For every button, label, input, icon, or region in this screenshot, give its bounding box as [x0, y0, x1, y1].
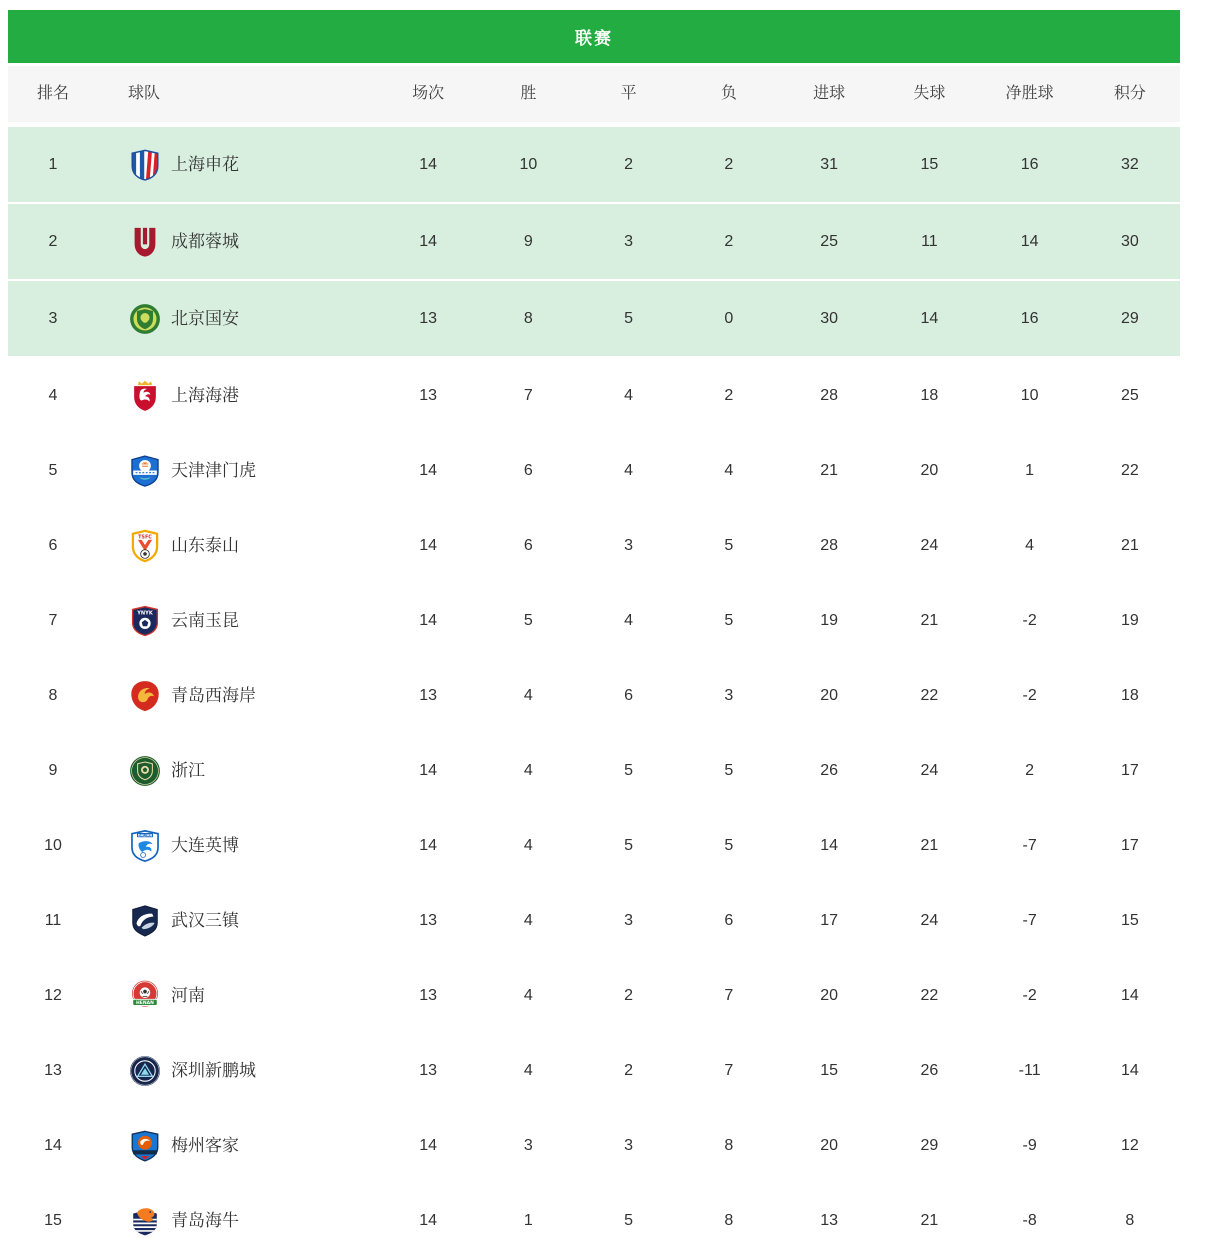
points-cell: 14 — [1120, 1061, 1139, 1079]
played-cell: 14 — [419, 232, 438, 250]
team-crest-shenhua-icon — [128, 148, 162, 182]
losses-cell: 8 — [724, 1136, 734, 1154]
col-header-goals-for: 进球 — [813, 85, 846, 102]
played-cell: 14 — [419, 1136, 438, 1154]
draws-cell: 3 — [624, 1136, 634, 1154]
team-crest-haigang-icon — [128, 379, 162, 413]
points-cell: 22 — [1120, 461, 1139, 479]
rank-cell: 1 — [48, 155, 58, 173]
team-name: 大连英博 — [171, 836, 239, 855]
draws-cell: 6 — [624, 686, 634, 704]
team-name: 上海申花 — [171, 155, 239, 174]
draws-cell: 4 — [624, 611, 634, 629]
wins-cell: 1 — [523, 1211, 533, 1229]
goals-for-cell: 19 — [820, 611, 839, 629]
svg-text:YNYK: YNYK — [137, 609, 153, 616]
team-crest-yukun-icon — [128, 604, 162, 638]
points-cell: 18 — [1120, 686, 1139, 704]
played-cell: 14 — [419, 761, 438, 779]
goals-against-cell: 24 — [920, 536, 939, 554]
played-cell: 14 — [419, 836, 438, 854]
team-cell — [98, 1054, 378, 1088]
rank-cell: 2 — [48, 232, 58, 250]
goals-against-cell: 22 — [920, 686, 939, 704]
table-row[interactable] — [8, 281, 1180, 358]
played-cell: 13 — [419, 986, 438, 1004]
goals-for-cell: 20 — [820, 1136, 839, 1154]
wins-cell: 4 — [523, 686, 533, 704]
team-cell — [98, 829, 378, 863]
team-crest-jinmenhu-icon — [128, 454, 162, 488]
goal-diff-cell: -7 — [1022, 911, 1037, 929]
goals-for-cell: 17 — [820, 911, 839, 929]
goal-diff-cell: -8 — [1022, 1211, 1037, 1229]
table-row[interactable] — [8, 583, 1180, 658]
table-header-row — [8, 66, 1180, 122]
league-standings-page — [8, 10, 1180, 1239]
played-cell: 14 — [419, 536, 438, 554]
draws-cell: 3 — [624, 232, 634, 250]
team-cell — [98, 1204, 378, 1238]
points-cell: 12 — [1120, 1136, 1139, 1154]
points-cell: 19 — [1120, 611, 1139, 629]
losses-cell: 2 — [724, 155, 734, 173]
goals-for-cell: 15 — [820, 1061, 839, 1079]
rank-cell: 4 — [48, 386, 58, 404]
draws-cell: 2 — [624, 155, 634, 173]
team-crest-zhejiang-icon — [128, 754, 162, 788]
team-cell — [98, 454, 378, 488]
played-cell: 13 — [419, 1061, 438, 1079]
team-cell — [98, 754, 378, 788]
draws-cell: 2 — [624, 986, 634, 1004]
draws-cell: 5 — [624, 309, 634, 327]
goal-diff-cell: 1 — [1025, 461, 1035, 479]
col-header-team: 球队 — [128, 85, 161, 102]
team-name: 青岛海牛 — [171, 1211, 239, 1230]
team-cell — [98, 148, 378, 182]
losses-cell: 6 — [724, 911, 734, 929]
team-cell — [98, 904, 378, 938]
team-crest-sanzhen-icon — [128, 904, 162, 938]
losses-cell: 7 — [724, 986, 734, 1004]
losses-cell: 3 — [724, 686, 734, 704]
played-cell: 14 — [419, 461, 438, 479]
standings-table — [8, 66, 1180, 1239]
table-row[interactable] — [8, 808, 1180, 883]
team-cell — [98, 604, 378, 638]
goals-for-cell: 28 — [820, 386, 839, 404]
rank-cell: 8 — [48, 686, 58, 704]
table-row[interactable] — [8, 1183, 1180, 1239]
wins-cell: 8 — [523, 309, 533, 327]
points-cell: 25 — [1120, 386, 1139, 404]
team-crest-meizhou-icon — [128, 1129, 162, 1163]
team-name: 梅州客家 — [171, 1136, 239, 1155]
goals-against-cell: 20 — [920, 461, 939, 479]
played-cell: 13 — [419, 309, 438, 327]
goals-for-cell: 13 — [820, 1211, 839, 1229]
team-name: 深圳新鹏城 — [171, 1061, 256, 1080]
draws-cell: 5 — [624, 1211, 634, 1229]
losses-cell: 2 — [724, 232, 734, 250]
wins-cell: 6 — [523, 461, 533, 479]
goals-against-cell: 11 — [921, 232, 938, 250]
draws-cell: 5 — [624, 761, 634, 779]
team-name: 成都蓉城 — [171, 232, 239, 251]
team-name: 青岛西海岸 — [171, 686, 256, 705]
played-cell: 14 — [419, 155, 438, 173]
rank-cell: 14 — [44, 1136, 62, 1154]
col-header-played: 场次 — [412, 85, 445, 102]
league-title-bar — [8, 10, 1180, 63]
draws-cell: 2 — [624, 1061, 634, 1079]
draws-cell: 4 — [624, 461, 634, 479]
wins-cell: 4 — [523, 1061, 533, 1079]
goals-against-cell: 21 — [920, 1211, 939, 1229]
wins-cell: 10 — [519, 155, 538, 173]
team-crest-xinpengcheng-icon — [128, 1054, 162, 1088]
goals-against-cell: 21 — [920, 836, 939, 854]
goals-for-cell: 14 — [820, 836, 839, 854]
col-header-rank: 排名 — [36, 85, 69, 102]
col-header-goal-diff: 净胜球 — [1005, 85, 1054, 102]
team-name: 上海海港 — [171, 386, 239, 405]
team-name: 山东泰山 — [171, 536, 239, 555]
goal-diff-cell: -2 — [1022, 611, 1037, 629]
goal-diff-cell: -9 — [1022, 1136, 1037, 1154]
team-cell — [98, 979, 378, 1013]
goal-diff-cell: 14 — [1020, 232, 1039, 250]
goals-for-cell: 21 — [820, 461, 839, 479]
losses-cell: 5 — [724, 761, 734, 779]
col-header-goals-against: 失球 — [913, 85, 946, 102]
goal-diff-cell: -7 — [1022, 836, 1037, 854]
team-cell — [98, 679, 378, 713]
points-cell: 15 — [1120, 911, 1139, 929]
rank-cell: 9 — [48, 761, 58, 779]
losses-cell: 7 — [724, 1061, 734, 1079]
table-row[interactable] — [8, 127, 1180, 204]
table-row[interactable] — [8, 433, 1180, 508]
points-cell: 17 — [1120, 836, 1139, 854]
table-body — [8, 127, 1180, 1239]
table-row[interactable] — [8, 508, 1180, 583]
goals-for-cell: 20 — [820, 686, 839, 704]
played-cell: 13 — [419, 686, 438, 704]
points-cell: 30 — [1120, 232, 1139, 250]
goal-diff-cell: 2 — [1025, 761, 1035, 779]
wins-cell: 5 — [523, 611, 533, 629]
team-name: 天津津门虎 — [171, 461, 256, 480]
team-crest-hainiu-icon — [128, 1204, 162, 1238]
wins-cell: 7 — [523, 386, 533, 404]
table-row[interactable] — [8, 1033, 1180, 1108]
team-cell — [98, 1129, 378, 1163]
draws-cell: 4 — [624, 386, 634, 404]
goals-for-cell: 30 — [820, 309, 839, 327]
col-header-draws: 平 — [620, 85, 637, 102]
wins-cell: 9 — [523, 232, 533, 250]
played-cell: 14 — [419, 611, 438, 629]
team-cell — [98, 379, 378, 413]
wins-cell: 4 — [523, 911, 533, 929]
wins-cell: 4 — [523, 836, 533, 854]
rank-cell: 5 — [48, 461, 58, 479]
team-cell — [98, 225, 378, 259]
rank-cell: 11 — [44, 911, 62, 929]
wins-cell: 6 — [523, 536, 533, 554]
table-row[interactable] — [8, 958, 1180, 1033]
table-row[interactable] — [8, 733, 1180, 808]
goals-against-cell: 15 — [920, 155, 939, 173]
points-cell: 32 — [1120, 155, 1139, 173]
team-name: 云南玉昆 — [171, 611, 239, 630]
goal-diff-cell: -2 — [1022, 686, 1037, 704]
rank-cell: 10 — [44, 836, 62, 854]
rank-cell: 13 — [44, 1061, 62, 1079]
goals-against-cell: 24 — [920, 761, 939, 779]
goals-against-cell: 14 — [920, 309, 939, 327]
team-crest-taishan-icon — [128, 529, 162, 563]
losses-cell: 5 — [724, 536, 734, 554]
wins-cell: 3 — [523, 1136, 533, 1154]
svg-text:DALIAN: DALIAN — [137, 832, 153, 837]
goal-diff-cell: 10 — [1020, 386, 1039, 404]
table-row[interactable] — [8, 883, 1180, 958]
team-cell — [98, 529, 378, 563]
points-cell: 8 — [1125, 1211, 1135, 1229]
goals-against-cell: 26 — [920, 1061, 939, 1079]
draws-cell: 3 — [624, 536, 634, 554]
rank-cell: 7 — [48, 611, 58, 629]
played-cell: 13 — [419, 386, 438, 404]
svg-text:TSFC: TSFC — [138, 533, 152, 540]
goals-for-cell: 25 — [820, 232, 839, 250]
draws-cell: 3 — [624, 911, 634, 929]
team-crest-yingbo-icon — [128, 829, 162, 863]
points-cell: 29 — [1120, 309, 1139, 327]
team-name: 武汉三镇 — [171, 911, 239, 930]
goals-against-cell: 21 — [920, 611, 939, 629]
svg-text:HENAN: HENAN — [136, 1000, 154, 1006]
team-crest-guoan-icon — [128, 302, 162, 336]
col-header-wins: 胜 — [520, 85, 537, 102]
points-cell: 17 — [1120, 761, 1139, 779]
goal-diff-cell: 16 — [1020, 155, 1039, 173]
col-header-points: 积分 — [1113, 85, 1146, 102]
rank-cell: 12 — [44, 986, 62, 1004]
goals-for-cell: 28 — [820, 536, 839, 554]
losses-cell: 5 — [724, 611, 734, 629]
rank-cell: 6 — [48, 536, 58, 554]
team-crest-rongcheng-icon — [128, 225, 162, 259]
goal-diff-cell: -11 — [1018, 1061, 1041, 1079]
played-cell: 14 — [419, 1211, 438, 1229]
points-cell: 14 — [1120, 986, 1139, 1004]
team-name: 北京国安 — [171, 309, 239, 328]
goals-for-cell: 31 — [820, 155, 839, 173]
goals-against-cell: 29 — [920, 1136, 939, 1154]
rank-cell: 3 — [48, 309, 58, 327]
losses-cell: 5 — [724, 836, 734, 854]
goals-against-cell: 22 — [920, 986, 939, 1004]
losses-cell: 0 — [724, 309, 734, 327]
team-cell — [98, 302, 378, 336]
losses-cell: 8 — [724, 1211, 734, 1229]
draws-cell: 5 — [624, 836, 634, 854]
league-title: 联赛 — [575, 29, 613, 48]
goals-for-cell: 20 — [820, 986, 839, 1004]
team-name: 河南 — [171, 986, 205, 1005]
team-crest-xihaian-icon — [128, 679, 162, 713]
team-crest-henan-icon — [128, 979, 162, 1013]
losses-cell: 2 — [724, 386, 734, 404]
goal-diff-cell: 4 — [1025, 536, 1035, 554]
goals-against-cell: 24 — [920, 911, 939, 929]
table-row[interactable] — [8, 658, 1180, 733]
goal-diff-cell: -2 — [1022, 986, 1037, 1004]
table-row[interactable] — [8, 358, 1180, 433]
table-row[interactable] — [8, 204, 1180, 281]
goals-against-cell: 18 — [920, 386, 939, 404]
team-name: 浙江 — [171, 761, 205, 780]
rank-cell: 15 — [44, 1211, 62, 1229]
played-cell: 13 — [419, 911, 438, 929]
wins-cell: 4 — [523, 761, 533, 779]
wins-cell: 4 — [523, 986, 533, 1004]
col-header-losses: 负 — [720, 85, 737, 102]
goals-for-cell: 26 — [820, 761, 839, 779]
points-cell: 21 — [1120, 536, 1139, 554]
goal-diff-cell: 16 — [1020, 309, 1039, 327]
losses-cell: 4 — [724, 461, 734, 479]
table-row[interactable] — [8, 1108, 1180, 1183]
